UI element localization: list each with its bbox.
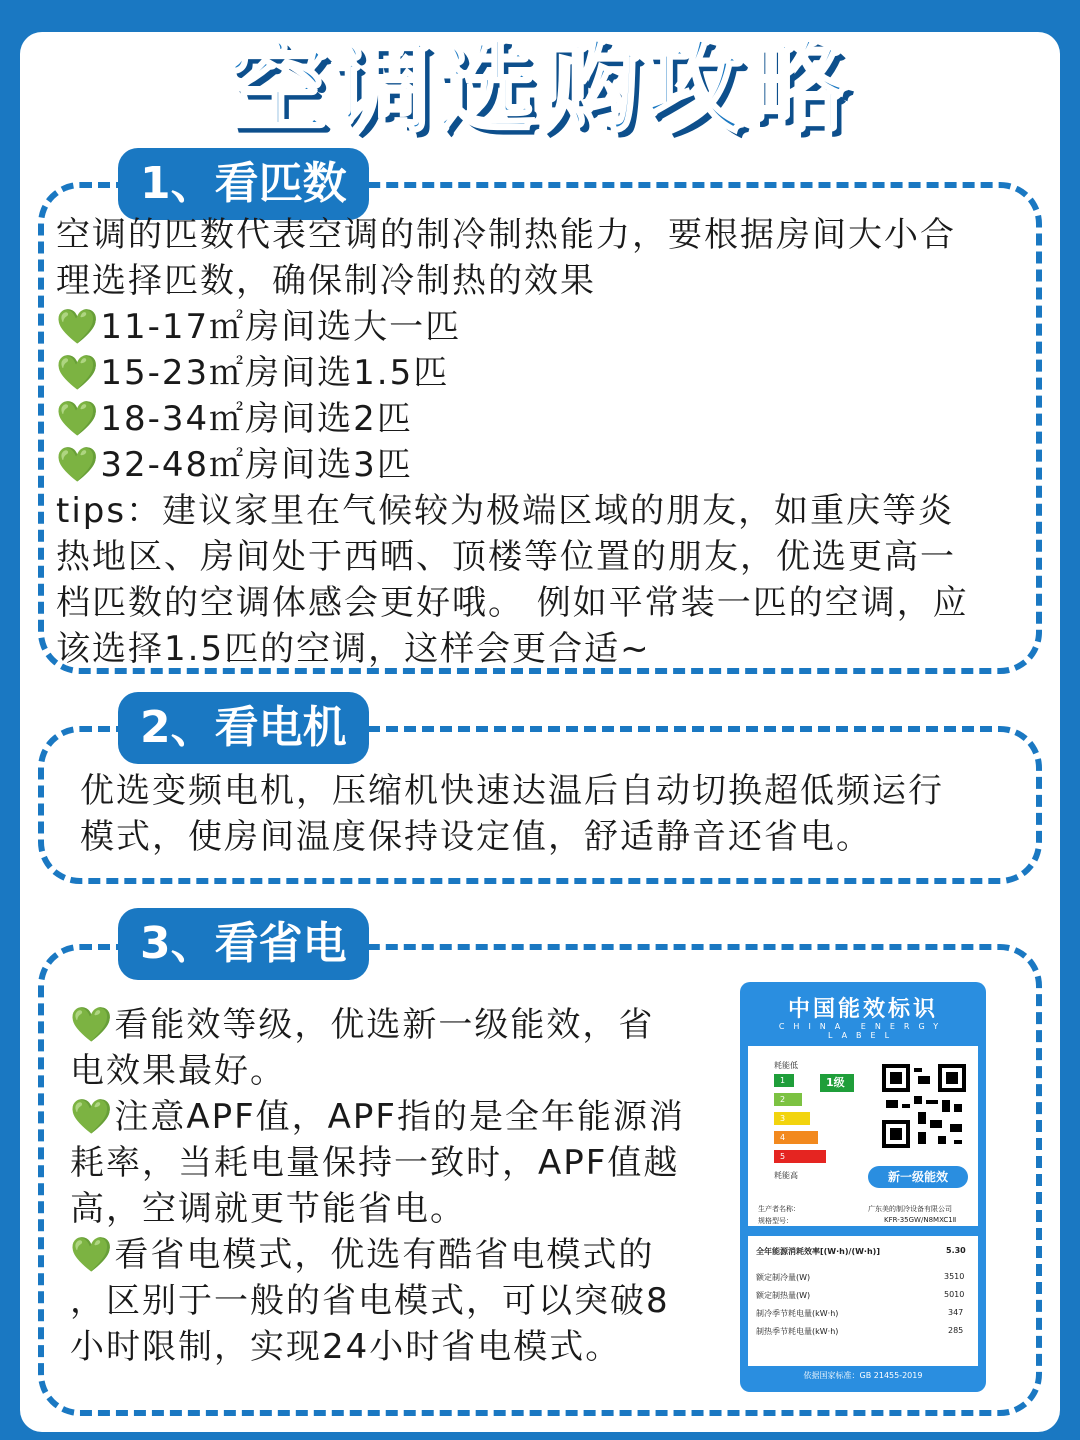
spec-value: 347 <box>948 1308 964 1317</box>
text-line: 空调的匹数代表空调的制冷制热能力，要根据房间大小合 <box>56 215 956 255</box>
spec-key: 额定制冷量(W) <box>756 1273 811 1282</box>
text-line: ，区别于一般的省电模式，可以突破8 <box>70 1281 670 1321</box>
text-line: 小时限制，实现24小时省电模式。 <box>70 1327 622 1367</box>
section-3-label: 3、看省电 <box>118 908 369 980</box>
level-bar: 5 <box>774 1150 826 1163</box>
text-line: 理选择匹数，确保制冷制热的效果 <box>56 261 596 301</box>
spec-key: 额定制热量(W) <box>756 1291 811 1300</box>
maker-label: 生产者名称： <box>758 1205 800 1213</box>
spec-value: 285 <box>948 1326 964 1335</box>
high-consumption-label: 耗能高 <box>774 1171 798 1180</box>
bullet-line: 💚注意APF值，APF指的是全年能源消 <box>70 1097 685 1137</box>
bullet-line: 💚看省电模式，优选有酷省电模式的 <box>70 1235 655 1275</box>
bullet-line: 💚18-34㎡房间选2匹 <box>56 399 413 439</box>
level-bar: 4 <box>774 1131 818 1144</box>
text-line: 优选变频电机，压缩机快速达温后自动切换超低频运行 <box>80 771 944 811</box>
apf-label: 全年能源消耗效率[(W·h)/(W·h)] <box>756 1247 880 1256</box>
grade-arrow: 1级 <box>820 1074 854 1092</box>
text-line: 耗率，当耗电量保持一致时，APF值越 <box>70 1143 680 1183</box>
bullet-line: 💚11-17㎡房间选大一匹 <box>56 307 462 347</box>
level-bar: 2 <box>774 1093 802 1106</box>
spec-value: 5010 <box>944 1290 965 1299</box>
model-value: KFR-35GW/N8MXC1Ⅱ <box>884 1216 957 1224</box>
energy-label-image <box>740 982 986 1392</box>
energy-label-title: 中国能效标识 <box>787 997 938 1022</box>
spec-key: 制冷季节耗电量(kW·h) <box>756 1309 839 1318</box>
energy-label-standard: 依据国家标准：GB 21455-2019 <box>803 1371 923 1380</box>
low-consumption-label: 耗能低 <box>774 1061 798 1070</box>
tips-line: 热地区、房间处于西晒、顶楼等位置的朋友，优选更高一 <box>56 537 956 577</box>
text-line: 模式，使房间温度保持设定值，舒适静音还省电。 <box>80 817 872 857</box>
text-line: 电效果最好。 <box>70 1051 286 1091</box>
level-bar: 1 <box>774 1074 794 1087</box>
section-2-label: 2、看电机 <box>118 692 369 764</box>
section-1-label: 1、看匹数 <box>118 148 369 220</box>
energy-label-grade-panel <box>748 1046 978 1226</box>
model-label: 规格型号： <box>758 1217 793 1225</box>
page-title: 空调选购攻略 <box>228 29 852 146</box>
text-line: 高，空调就更节能省电。 <box>70 1189 466 1229</box>
section-3-text <box>70 1002 730 1370</box>
level-bar: 3 <box>774 1112 810 1125</box>
apf-value: 5.30 <box>946 1246 966 1255</box>
energy-label-spec-panel <box>748 1236 978 1366</box>
new-grade-badge: 新一级能效 <box>868 1166 968 1188</box>
spec-value: 3510 <box>944 1272 965 1281</box>
bullet-line: 💚15-23㎡房间选1.5匹 <box>56 353 450 393</box>
tips-line: 该选择1.5匹的空调，这样会更合适~ <box>56 629 651 669</box>
tips-line: 档匹数的空调体感会更好哦。 例如平常装一匹的空调，应 <box>56 583 969 623</box>
qr-code-icon <box>882 1064 966 1148</box>
maker-value: 广东美的制冷设备有限公司 <box>868 1205 952 1213</box>
bullet-line: 💚32-48㎡房间选3匹 <box>56 445 413 485</box>
section-1-text <box>56 212 1036 672</box>
tips-line: tips：建议家里在气候较为极端区域的朋友，如重庆等炎 <box>56 491 955 531</box>
energy-label-subtitle: CHINA ENERGY LABEL <box>778 1022 948 1040</box>
section-2-text <box>80 768 1020 860</box>
spec-key: 制热季节耗电量(kW·h) <box>756 1327 839 1336</box>
bullet-line: 💚看能效等级，优选新一级能效，省 <box>70 1005 655 1045</box>
